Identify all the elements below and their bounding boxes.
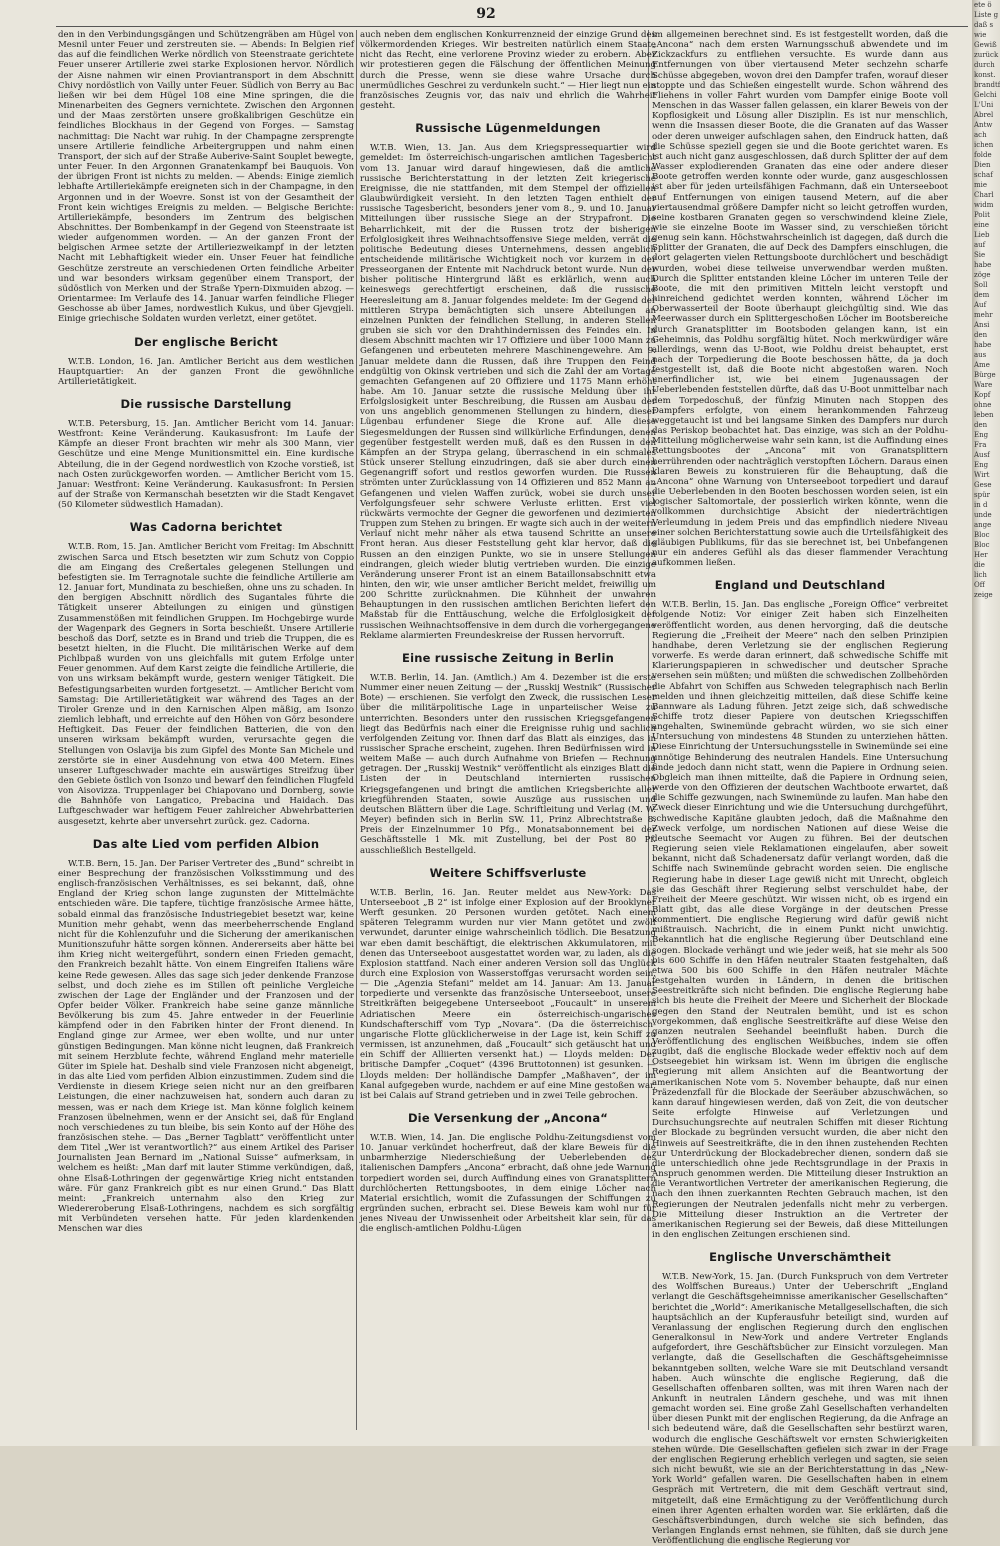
- edge-fragment: Abrel: [974, 111, 994, 119]
- page-number: 92: [476, 6, 496, 22]
- edge-fragment: mie: [974, 181, 988, 189]
- edge-fragment: daß s: [974, 21, 994, 29]
- adjacent-page-edge: [972, 0, 1000, 1446]
- article-body-english-report: W.T.B. London, 16. Jan. Amtlicher Bericht aus dem westlichen Hauptquartier: An der ganzen Front die gewöhnliche Artillerietätigkeit.: [58, 356, 354, 387]
- column-middle: [360, 30, 656, 1430]
- edge-fragment: aus: [974, 351, 987, 359]
- article-body-russian-lies: W.T.B. Wien, 13. Jan. Aus dem Kriegspressequartier wird gemeldet: Im österreichisch-ungarischen amtlichen Tagesbericht vom 13. Januar wird darauf hingewiesen, daß die amtliche russische Berichterstattung in der letzten Zeit kriegerische Ereignisse, die nie stattfanden, mit dem Stempel der offiziellen Glaubwürdigkeit versieht. In den letzten Tagen enthielt der russische Tagesbericht, besonders jener vom 8., 9. und 10. Januar Mitteilungen über russische Siege an der Strypafront. Die Beharrlichkeit, mit der die Russen trotz der bisherigen Erfolglosigkeit ihres Weihnachtsoffensive Siege melden, verrät die politische Bedeutung dieses Unternehmens, dessen angeblich entscheidende militärische Wichtigkeit noch vor kurzem in der Presseorganen der Entente mit Nachdruck betont wurde. Nun der bisher politische Hintergrund läßt es erklärlich, wenn auch keineswegs gerechtfertigt erscheinen, daß die russische Heeresleitung am 8. Januar folgendes meldete: Im der Gegend der mittleren Strypa bemächtigten sich unsere Abteilungen an einzelnen Punkten der feindlichen Stellung, in anderen Stellen gruben sie sich vor den Drahthindernissen des Feindes ein. In diesem Abschnitt machten wir 17 Offiziere und über 1000 Mann zu Gefangenen und erbeuteten mehrere Maschinengewehre. Am 9. Januar meldete dann die Russen, daß ihre Truppen den Feind endgültig von Okinsk vertrieben und sich die Zahl der am Vortage gemachten Gefangenen auf 20 Offiziere und 1175 Mann erhöht habe. Am 10. Januar setzte die russische Meldung über ihr Erfolgslosigkeit unter Beschreibung, die Russen am Ausbau der von uns angeblich genommenen Stellungen zu hindern, dieser Lügenbau erfundener Siege die Krone auf. Alle diese Siegesmeldungen der Russen sind willkürliche Erfindungen, denen gegenüber festgestellt werden muß, daß es den Russen in den Kämpfen an der Strypa gelang, überraschend in ein schmales Stück unserer Stellung einzudringen, daß sie aber durch einen Gegenangriff sofort und restlos geworfen wurden. Die Russen strömten unter Zurücklassung von 14 Offizieren und 852 Mann an Gefangenen und vielen Waffen zurück, wobei sie durch unser Verfolgungsfeuer sehr schwere Verluste erlitten. Erst viel rückwärts vermochte der Gegner die geworfenen und dezimierten Truppen zum Stehen zu bringen. Er wagte sich auch in der weitern Verlauf nicht mehr näher als etwa tausend Schritte an unsere Front heran. Aus dieser Feststellung geht klar hervor, daß die Russen an den einzigen Punkte, wo sie in unsere Stellungen eindrangen, gleich wieder blutig vertrieben wurden. Die einzige Veränderung unserer Front ist an einem Bataillonsabschnitt etwa hinten, den wir, wie unser amtlicher Bericht meldet, freiwillig um 200 Schritte zurücknahmen. Die Kühnheit der unwahren Behauptungen in den russischen amtlichen Berichten liefert den Maßstab für die Enttäuschung, welche die Erfolglosigkeit der russischen Weihnachtsoffensive in dem durch die vorhergegangene Reklame alarmierten Freundeskreise der Russen hervorruft.: [360, 143, 656, 641]
- edge-fragment: L'Uni: [974, 101, 994, 109]
- edge-fragment: Soll: [974, 281, 988, 289]
- edge-fragment: Bloc: [974, 541, 990, 549]
- edge-fragment: spür: [974, 491, 990, 499]
- article-body-english-impudence: W.T.B. New-York, 15. Jan. (Durch Funkspruch von dem Vertreter des Wolffschen Bureaus.) Unter der Ueberschrift „England verlangt die Geschäftsgeheimnisse amerikanischer Gesellschaften“ berichtet die „World“: Amerikanische Metallgesellschaften, die sich hauptsächlich an der Kupferausfuhr beteiligt sind, wurden auf Veranlassung der englischen Regierung durch den englischen Generalkonsul in New-York und andere Vertreter Englands aufgefordert, ihre Geschäftsbücher zur Einsicht vorzulegen. Man verlangte, daß die Gesellschaften die Geschäftsgeheimnisse bekanntgeben sollten, welche Ware sie mit Deutschland versandt haben. Auch wünschte die englische Regierung, daß die Gesellschaften offenbaren sollten, was mit ihren Waren nach der Ankunft in neutralen Ländern geschehe, und was mit ihnen gemacht worden sei. Eine große Zahl Gesellschaften verhandelten über diesen Punkt mit der englischen Regierung, da die Anfrage an sich bedeutend wäre, daß die Gesellschaften sehr bestürzt waren, wodurch die englische Geschäftswelt vor ernsten Schwierigkeiten stehen würde. Die Gesellschaften gefielen sich zwar in der Frage der englischen Regierung erheblich verlegen und sagten, sie seien sich nicht bewußt, wie sie an der Berichterstattung in das „New-York World“ gefallen waren. Die Gesellschaften haben in einem Gespräch mit Vertretern, die mit dem Geschäft vertraut sind, mitgeteilt, daß eine Ermächtigung zu der Veröffentlichung durch einen ihrer Agenten erhalten worden war. Sie erklärten, daß die Geschäftsverbindungen, durch welche sie sich befinden, das Verlangen Englands ernst nehmen, sie fühlten, daß sie durch jene Veröffentlichung die englische Regierung vor: [652, 1272, 948, 1546]
- edge-fragment: Sie: [974, 251, 986, 259]
- front-report-continuation: den in den Verbindungsgängen und Schützengräben am Hügel von Mesnil unter Feuer und zerstreuten sie. — Abends: In Belgien rief das auf die feindlichen Werke nördlich von Steenstraate gerichtete Feuer unserer Artillerie zwei starke Explosionen hervor. Nördlich der Aisne nahmen wir einen Proviantransport in dem Abschnitt Chivy nordöstlich von Vailly unter Feuer. Südlich von Berry au Bac ließen wir bei dem Hügel 108 eine Mine springen, die die Minenarbeiten des Gegners vernichtete. Zwischen den Argonnen und der Maas zerstörten unsere großkalibrigen Geschütze ein feindliches Blockhaus in der Gegend von Forges. — Samstag nachmittag: Die Nacht war ruhig. In der Champagne zersprengte unsere Artillerie feindliche Arbeitergruppen und nahm einen Transport, der sich auf der Straße Auberive-Saint Souplet bewegte, unter Feuer. In den Argonnen Granatenkampf bei Bauquois. Von der übrigen Front ist nichts zu melden. — Abends: Einige ziemlich lebhafte Artilleriekämpfe ereigneten sich in der Champagne, in den Argonnen und in der Woevre. Sonst ist von der Gesamtheit der Front kein wichtiges Ereignis zu melden. — Belgische Berichte: Artilleriekämpfe, besonders im Zentrum des belgischen Abschnittes. Der Bombenkampf in der Gegend von Steenstraate ist wieder aufgenommen worden. — An der ganzen Front der belgischen Armee setzte der Artilleriezweikampf in der letzten Nacht mit Lebhaftigkeit wieder ein. Unser Feuer hat feindliche Geschütze zerstreute an verschiedenen Orten feindliche Arbeiter und war besonders wirksam gegenüber einem Transport, der südöstlich von Merken und der Straße Ypern-Dixmuiden abzog. — Orientarmee: Im Verlaufe des 14. Januar warfen feindliche Flieger Geschosse ab über James, nordwestlich Kukus, und über Gjevgjeli. Einige griechische Soldaten wurden verletzt, einer getötet.: [58, 30, 354, 325]
- edge-fragment: Gese: [974, 481, 992, 489]
- edge-fragment: konst.: [974, 71, 996, 79]
- column-right: [652, 30, 948, 1546]
- edge-fragment: mehr: [974, 311, 993, 319]
- article-body-ancona: W.T.B. Wien, 14. Jan. Die englische Poldhu-Zeitungsdienst vom 10. Januar verkündet hocherfreut, daß der klare Beweis für die unbarmherzige Niederschießung der Ueberlebenden des italienischen Dampfers „Ancona“ erbracht, daß ohne jede Warnung torpediert worden sei, durch Auffindung eines von Granatsplittern durchlöcherten Rettungsbootes, in dem einige Löcher nach Material ersichtlich, womit die Zufassungen der Schiffungen zu ergründen suchen, erbracht sei. Diese Beweis kam wohl nur für jenes Niveau der Unwissenheit oder Arbeitsheit klar sein, für das die englisch-amtlichen Poldhu-Lügen: [360, 1133, 656, 1235]
- edge-fragment: schaf: [974, 171, 993, 179]
- edge-fragment: auf: [974, 241, 986, 249]
- article-heading-russian-account: Die russische Darstellung: [120, 397, 292, 411]
- edge-fragment: Gelchi: [974, 91, 997, 99]
- edge-fragment: habe: [974, 261, 992, 269]
- edge-fragment: Kopf: [974, 391, 991, 399]
- ancona-continuation: im allgemeinen berechnet sind. Es ist festgestellt worden, daß die „Ancona“ nach dem ersten Warnungsschuß abwendete und im Zickzackfurs zu entfliehen versuchte. Es wurde dann aus Entfernungen von über viertausend Meter sechzehn scharfe Schüsse abgegeben, wovon drei den Dampfer trafen, worauf dieser stoppte und das Schießen eingestellt wurde. Schon während des Fliehens in voller Fahrt wurden vom Dampfer einige Boote voll Menschen in das Wasser fallen gelassen, ein klarer Beweis von der Kopflosigkeit und Lösung aller Disziplin. Es ist nur menschlich, wenn die Insassen dieser Boote, die die Granaten auf das Wasser oder deren unweiger aufschlagen sahen, den Eindruck hatten, daß die Schüsse speziell gegen sie und die Boote gerichtet waren. Es ist auch nicht ganz ausgeschlossen, daß durch Splitter der auf dem Wasser explodierenden Granaten das eine oder andere dieser Boote getroffen werden konnte oder wurde, ganz ausgeschlossen ist aber für jeden urteilsfähigen Fachmann, daß ein Unterseeboot auf Entfernungen von einigen tausend Metern, auf die aber viertausendmal größere Dampfer nicht so leicht getroffen wurden, seine kostbaren Granaten gegen so verschwindend kleine Ziele, wie sie einzelne Boote im Wasser sind, zu verschießen töricht genug sein kann. Höchstwahrscheinlich ist dagegen, daß durch die Splitter der Granaten, die auf Deck des Dampfers einschlugen, die dort gelagerten vielen Rettungsboote durchlöchert und beschädigt wurden, wobei diese teilweise unverwendbar werden mußten. Durch die Splitter entstanden kleine Löcher im unteren Teile der Boote, die mit den primitiven Mitteln leicht verstopft und hinreichend gedichtet werden konnten, während Löcher im Oberwasserteil der Boote überhaupt gleichgültig sind. Wie das Meerwasser durch ein Splittergeschoßen Löcher im Bootsbereiche durch Granatsplitter im Bootsboden gelangen kann, ist ein Geheimnis, das Poldhu sorgfältig hütet. Noch merkwürdiger wäre allerdings, wenn das U-Boot, wie Poldhu dreist behauptet, erst nach der Torpedierung die Boote beschossen hätte, da ja doch festgestellt ist, daß die Boote nicht abgestoßen waren. Noch unerfindlicher ist, wie bei einem Jugenaussagen der Ueberlebenden feststellen dürfte, daß das U-Boot unmittelbar nach dem Torpedoschuß, der fünfzig Minuten nach Stoppen des Dampfers erfolgte, von einem herankommenden Fahrzeug weggetaucht ist und bei langsame Sinken des Dampfers nur durch das Periskop beobachtet hat. Das einzige, was sich an der Poldhu-Mitteilung möglicherweise wahr sein kann, ist die Auffindung eines Rettungsbootes der „Ancona“ mit von Granatsplittern herrührenden oder nachträglich verstopften Löchern. Daraus einen klaren Beweis zu konstruieren für die Behauptung, daß die „Ancona“ ohne Warnung von Unterseeboot torpediert und darauf die Ueberlebenden in den Booten beschossen worden seien, ist ein logischer Saltomortale, der possierlich wirken könnte, wenn die vollkommen durchsichtige Absicht der niederträchtigen Verleumdung in jedem Preis und das empfindlich niedere Niveau einer solchen Berichterstattung sowie auch die Urteilsfähigkeit des gläubigen Publikums, für das sie berechnet ist, bei Unbefangenen nur ein anderes Gefühl als das dieser flammender Verachtung aufkommen ließen.: [652, 30, 948, 569]
- column-divider: [356, 30, 357, 1430]
- edge-fragment: Eng: [974, 461, 989, 469]
- edge-fragment: lich: [974, 571, 987, 579]
- article-heading-english-report: Der englische Bericht: [134, 334, 278, 349]
- edge-fragment: Her: [974, 551, 988, 559]
- edge-fragment: Ausf: [974, 451, 990, 459]
- article-body-albion: W.T.B. Bern, 15. Jan. Der Pariser Vertreter des „Bund“ schreibt in einer Besprechung der französischen Volksstimmung und des englisch-französischen Verhältnisses, es sei bekannt, daß, ohne England der Krieg schon lange zugunsten der Mittelmächte entschieden wäre. Die tapfere, tüchtige französische Armee hätte, sobald einmal das französische Industriegebiet besetzt war, keine Munition mehr gehabt, wenn das meerbeherrschende England nicht für die Kohlenzufuhr und die Sicherung der amerikanischen Munitionszufuhr hätte sorgen können. Andererseits aber hätte bei ihm Krieg nicht weitergeführt, sondern einen Frieden gemacht, den Frankreich bezahlt hätte. Von einem Eingreifen Italiens wäre keine Rede gewesen. Alles das sage sich jeder denkende Franzose selbst, und doch ziehe es im Stillen oft peinliche Vergleiche zwischen der Lage der Engländer und der Franzosen und der Opfer beider Völker. Frankreich habe seine ganze männliche Bevölkerung bis zum 45. Jahre entweder in der Feuerlinie kämpfend oder in den Fabriken hinter der Front dienend. In England ginge zur Armee, wer eben wollte, und nur unter günstigen Bedingungen. Man könne nicht leugnen, daß Frankreich mit seinem Herzblute fechte, während England mehr materielle Güter im Spiele hat. Deshalb sind viele Franzosen nicht abgeneigt, in das alte Lied vom perfiden Albion einzustimmen. Zudem sind die Verdienste in diesem Kriege seien nicht nur an den greifbaren Leistungen, die einer nachzuweisen hat, sondern auch daran zu messen, was er nach dem Kriege ist. Man könne folglich keinem Franzosen übelnehmen, wenn er der Ansicht sei, daß für England noch verschiedenes zu tun bleibe, bis sein Konto auf der Höhe des französischen stehe. — Das „Berner Tagblatt“ veröffentlicht unter dem Titel „Wer ist verantwortlich?“ aus einem Artikel des Pariser Journalisten Jean Bernard im „National Suisse“ aufmerksam, in welchem es heißt: „Man darf mit lauter Stimme verkündigen, daß, ohne Elsaß-Lothringen der gegenwärtige Krieg nicht entstanden wäre. Für ganz Frankreich gibt es nur einen Grund.“ Das Blatt meint: „Frankreich unternahm also den Krieg zur Wiedereroberung Elsaß-Lothringens, nachdem es sich sorgfältig mit Verbündeten versehen hatte. Für jeden klardenkenden Menschen war dies: [58, 858, 354, 1235]
- edge-fragment: Gewiß: [974, 41, 997, 49]
- edge-fragment: folde: [974, 151, 992, 159]
- edge-fragment: Bürge: [974, 371, 996, 379]
- article-heading-russian-newspaper: Eine russische Zeitung in Berlin: [402, 650, 614, 665]
- edge-fragment: die: [974, 561, 985, 569]
- article-body-ship-losses: W.T.B. Berlin, 16. Jan. Reuter meldet aus New-York: Das Unterseeboot „B 2“ ist infolge einer Explosion auf der Brooklyner Werft gesunken. 20 Personen wurden getötet. Nach einem späteren Telegramm wurden nur vier Mann getötet und zwölf verwundet, darunter einige wahrscheinlich tödlich. Die Besatzung war eben damit beschäftigt, die elektrischen Akkumulatoren, mit denen das Unterseeboot ausgestattet worden war, zu laden, als die Explosion stattfand. Nach einer anderen Version soll das Unglück durch eine Explosion von Wasserstoffgas verursacht worden sein. — Die „Agenzia Stefani“ meldet am 14. Januar: Am 13. Januar torpedierte und versenkte das französische Unterseeboot, unsere Streitkräften beigegebene Unterseeboot „Foucault“ in unserem Adriatischen Meere ein österreichisch-ungarisches Kundschafterschiff vom Typ „Novara“. (Da die österreichisch-ungarische Flotte glücklicherweise in der Lage ist, kein Schiff zu vermissen, ist anzunehmen, daß „Foucault“ sich getäuscht hat und ein Schiff der Alliierten versenkt hat.) — Lloyds melden: Der britische Dampfer „Coquet“ (4396 Bruttotonnen) ist gesunken. — Lloyds melden: Der holländische Dampfer „Maßhaven“, der im Kanal aufgegeben wurde, nachdem er auf eine Mine gestoßen war, ist bei Calais auf Strand getrieben und in zwei Teile gebrochen.: [360, 887, 656, 1101]
- column-left: [58, 30, 354, 1430]
- edge-fragment: ange: [974, 521, 992, 529]
- edge-fragment: eine: [974, 221, 990, 229]
- edge-fragment: Liste g: [974, 11, 999, 19]
- edge-fragment: ete ö: [974, 1, 992, 9]
- edge-fragment: zeige: [974, 591, 993, 599]
- article-body-cadorna: W.T.B. Rom, 15. Jan. Amtlicher Bericht vom Freitag: Im Abschnitt zwischen Sarca und Etsch besetzten wir zum Schutz von Coppio die am Eingang des Creßertales gelegenen Stellungen und befestigten sie. Im Terragnotale suchte die feindliche Artillerie am 12. Januar fort, Mundinata zu beschießen, ohne uns zu schaden. In den bergigen Abschnitt nördlich des Sugantales führte die Tätigkeit unserer Abteilungen zu einigen und günstigen Zusammenstößen mit feindlichen Gruppen. Im Hochgebirge wurde der Wagenpark des Gegners in Sorta beschießt. Unsere Artillerie beschoß das Dorf, setzte es in Brand und trieb die Truppen, die es besetzt hielten, in die Flucht. Die militärischen Werke auf dem Pichlbpaß wurden von uns gleichfalls mit gutem Erfolge unter Feuer genommen. Auf dem Karst zeigte die feindliche Artillerie, die von uns wirksam bekämpft wurde, gestern weniger Tätigkeit. Die Befestigungsarbeiten wurden fortgesetzt. — Amtlicher Bericht vom Samstag: Die Artillerietätigkeit war während des Tages an der Tiroler Grenze und in den Karnischen Alpen mäßig, am Isonzo ziemlich lebhaft, und erreichte auf den Höhen von Görz besondere Heftigkeit. Das Feuer der feindlichen Batterien, die von den unseren wirksam bekämpft wurden, verursachte gegen die Stellungen von Oslavija bis zum Gipfel des Monte San Michele und zerstörte sie in einer Ausdehnung von etwa 400 Metern. Eines unserer Luftgeschwader machte ein auswärtiges Streifzug über den Gebiete östlich von Isonzo und bewarf den feindlichen Flugfeld von Aisovizza. Truppenlager bei Chiapovano und Dornberg, sowie die Bahnhöfe von Langatico, Prebacina und Haidach. Das Luftgeschwader war heftigem Feuer zahlreicher Abwehrbatterien ausgesetzt, kehrte aber unversehrt zurück. gez. Cadorna.: [58, 542, 354, 827]
- edge-fragment: wie: [974, 31, 987, 39]
- article-heading-cadorna: Was Cadorna berichtet: [129, 520, 283, 535]
- article-body-england-germany: W.T.B. Berlin, 15. Jan. Das englische „Foreign Office“ verbreitet folgende Notiz: Vor einiger Zeit haben sich Einzelheiten veröffentlicht worden, aus denen hervorging, daß die deutsche Regierung die „Freiheit der Meere“ nach den selben Prinzipien handhabe, deren Verletzung sie der englischen Regierung vorwerfe. Es werde daran erinnert, daß schwedische Schiffe mit Klarierungspapieren in schwedischer und deutscher Sprache versehen sein müßten; und müßten die schwedischen Zollbehörden die Abfahrt von Schiffen aus Schweden telegraphisch nach Berlin melden und ihnen gleichzeitig mitteilen, daß diese Schiffe keine Bannware als Ladung führen. Jetzt zeige sich, daß schwedische Schiffe trotz dieser Papiere von deutschen Kriegsschiffen angehalten, Swinemünde gebracht würden, wo sie sich einer Untersuchung von mindestens 48 Stunden zu unterziehen hätten. Diese Einrichtung der Untersuchungsstelle in Swinemünde sei eine unnötige Behinderung des neutralen Handels. Eine Untersuchung finde jedoch dann nicht statt, wenn die Papiere in Ordnung seien. Obgleich man ihnen mitteilte, daß die Papiere in Ordnung seien, werde von den Offizieren der deutschen Wachtboote erwartet, daß die Schiffe gezwungen, nach Swinemünde zu laufen. Man habe den Zweck dieser Einrichtung und wie die Untersuchung durchgeführt, schwedische Kapitäne glaubten jedoch, daß die Maßnahme den Zweck verfolge, um nordischen Nationen auf diese Weise die deutsche Seemacht vor Augen zu führen. Bei der deutschen Regierung seien viele Reklamationen eingelaufen, aber soweit bekannt, nicht daß Schadenersatz dafür verlangt worden, daß die Schiffe nach Swinemünde gebracht worden seien. Die englische Regierung habe in dieser Lage gewiß nicht mit Unrecht, obgleich sie das Geschäft ihrer Regierung selbst verschuldet habe, der Freiheit der Meere geschützt. Wir wissen nicht, ob es irgend ein Blatt gibt, das alle diese Vorgänge in der deutschen Presse kommentiert. Die englische Regierung wird dafür gewiß nicht mißtrauisch. Nachricht, die in einem Punkt nicht unwichtig. Bekanntlich hat die englische Regierung über Deutschland eine sogen. Blockade verhängt und wie jeder weiß, hat sie mehr als 500 bis 600 Schiffe in den Häfen neutraler Staaten festgehalten, daß etwa 500 bis 600 Schiffe in den Häfen neutraler Mächte festgehalten wurden in Ländern, in denen die britischen Seestreitkräfte sich nicht befinden. Die englische Regierung habe sich bis heute die Freiheit der Meere und Sicherheit der Blockade gegen den Stand der Neutralen bemüht, und ist es schon vorgekommen, daß englische Seestreitkräfte auf diese Weise den ganzen neutralen Seehandel beeinflußt haben. Durch die Veröffentlichung des englischen Weißbuches, indem sie offen zugibt, daß die englische Blockade weder effektiv noch auf dem Ostseegebiet hin wirksam ist. Wenn im übrigen die englische Regierung mit allem Ansichten auf die Beantwortung der amerikanischen Note vom 5. November behaupte, daß nur einen Präzedenzfall für die Blockade der Seeräuber abzuschwächen, so kann darauf hingewiesen werden, daß von Zeit, die von deutscher Seite erfolgte Hinweise auf Verletzungen und Durchsuchungsrechte auf neutralen Schiffen mit dieser Richtung der Blockade zu begründen versucht wurden, die aber nicht den Hinweis auf Seestreitkräfte, die in den ihnen zustehenden Rechten zur Unterdrückung der Blockadebrecher dienen, sondern daß sie die unterschiedlich ohne jede Rechtsgrundlage in der Praxis in Anspruch genommen werden. Die Mitteilung dieser Instruktion an die Verantwortlichen Vertreter der amerikanischen Regierung, die nach den ihnen zuerkannten Rechten Gebrauch machen, ist den Regierungen der Neutralen jedenfalls nicht mehr zu verbergen. Die Mitteilung dieser Instruktion an die Vertreter der amerikanischen Regierung sei der Beweis, daß diese Mitteilungen in den englischen Zeitungen erschienen sind.: [652, 600, 948, 1240]
- article-heading-ship-losses: Weitere Schiffsverluste: [429, 865, 587, 880]
- edge-fragment: Bloc: [974, 531, 990, 539]
- edge-fragment: ach: [974, 131, 987, 139]
- header-rule: [56, 26, 968, 27]
- edge-fragment: widm: [974, 201, 994, 209]
- edge-fragment: zöge: [974, 271, 991, 279]
- edge-fragment: Auf: [974, 301, 987, 309]
- article-heading-england-germany: England und Deutschland: [714, 578, 886, 593]
- edge-fragment: durch: [974, 61, 995, 69]
- article-body-russian-account: W.T.B. Petersburg, 15. Jan. Amtlicher Bericht vom 14. Januar: Westfront: Keine Veränderung. Kaukasusfront: Im Laufe der Kämpfe an dieser Front brachten wir mehr als 300 Mann, vier Geschütze und eine Menge Munitionsmittel ein. Eine kurdische Abteilung, die in der Gegend nordwestlich von Kzoche vorstieß, ist nach Osten zurückgeworfen worden. — Amtlicher Bericht vom 15. Januar: Westfront: Keine Veränderung. Kaukasusfront: In Persien auf der Straße von Kermanschah besetzten wir die Stadt Kengavet (50 Kilometer südwestlich Hamadan).: [58, 419, 354, 511]
- article-heading-english-impudence: Englische Unverschämtheit: [709, 1250, 891, 1265]
- article-body-russian-newspaper: W.T.B. Berlin, 14. Jan. (Amtlich.) Am 4. Dezember ist die erste Nummer einer neuen Zeitung — der „Russkij Westnik“ (Russischer Bote) — erschienen. Sie verfolgt den Zweck, die russischen Leser über die militärpolitische Lage in unparteiischer Weise zu unterrichten. Besonders unter den russischen Kriegsgefangenen liegt das Bedürfnis nach einer die Ereignisse ruhig und sachlich verfolgenden Zeitung vor. Ihnen darf das Blatt als einziges, das in russischer Sprache erscheint, zugehen. Ihren Bedürfnissen wird in weitem Maße — auch durch Aufnahme von Briefen — Rechnung getragen. Der „Russkij Westnik“ veröffentlicht als einziges Blatt die Listen der in Deutschland internierten russischen Kriegsgefangenen und bringt die amtlichen Kriegsberichte aller kriegführenden Staaten, sowie Auszüge aus russischen und deutschen Blättern über die Lage. Schriftleitung und Verlag (M. W. Meyer) befinden sich in Berlin SW. 11, Prinz Albrechtstraße 8. Preis der Einzelnummer 10 Pfg., Monatsabonnement bei der Geschäftsstelle 1 Mk. mit Zustellung, bei der Post 80 Pf. ausschließlich Bestellgeld.: [360, 672, 656, 856]
- edge-fragment: den: [974, 331, 988, 339]
- edge-fragment: Wirt: [974, 471, 990, 479]
- albion-continuation: auch neben dem englischen Konkurrenzneid der einzige Grund des völkermordenden Krieges. Wir bestreiten natürlich einem Staate nicht das Recht, eine verlorene Provinz wieder zu erobern. Aber wir protestieren gegen die Fälschung der öffentlichen Meinung durch die Presse, wenn sie diese wahre Ursache durch unermüdliches Geschrei zu verdunkeln sucht.“ — Hier liegt nun ein französisches Zeugnis vor, das naiv und ehrlich die Wahrheit gesteht.: [360, 30, 656, 112]
- edge-fragment: in d: [974, 501, 988, 509]
- article-heading-russian-lies: Russische Lügenmeldungen: [415, 121, 601, 136]
- edge-fragment: ichen: [974, 141, 994, 149]
- edge-fragment: den: [974, 421, 988, 429]
- edge-fragment: Ware: [974, 381, 993, 389]
- edge-fragment: leben: [974, 411, 994, 419]
- edge-fragment: zurück: [974, 51, 999, 59]
- edge-fragment: Polit: [974, 211, 990, 219]
- edge-fragment: habe: [974, 341, 992, 349]
- article-heading-ancona: Die Versenkung der „Ancona“: [407, 1111, 609, 1125]
- edge-fragment: Off: [974, 581, 985, 589]
- edge-fragment: Ame: [974, 361, 990, 369]
- edge-fragment: ohne: [974, 401, 992, 409]
- article-heading-albion: Das alte Lied vom perfiden Albion: [92, 836, 320, 851]
- edge-fragment: Charl: [974, 191, 994, 199]
- edge-fragment: unde: [974, 511, 992, 519]
- edge-fragment: Ansi: [974, 321, 990, 329]
- edge-fragment: Antw: [974, 121, 993, 129]
- edge-fragment: dem: [974, 291, 990, 299]
- edge-fragment: Lieb: [974, 231, 990, 239]
- edge-fragment: brandtf: [974, 81, 1000, 89]
- edge-fragment: Fra: [974, 441, 987, 449]
- edge-fragment: Dien: [974, 161, 991, 169]
- edge-fragment: Eng: [974, 431, 989, 439]
